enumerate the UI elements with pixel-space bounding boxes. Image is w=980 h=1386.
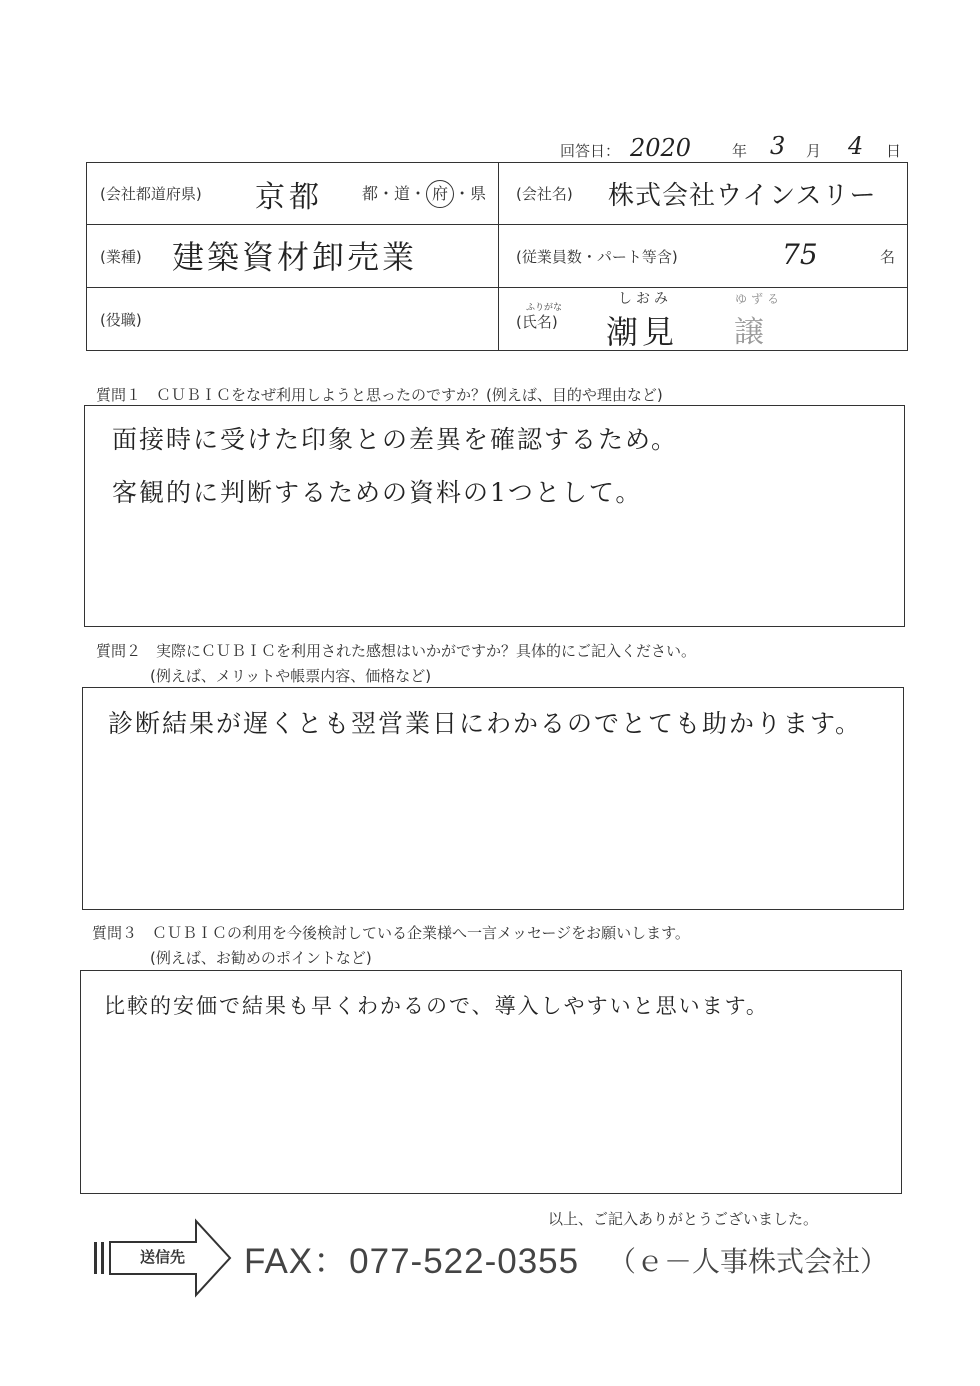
pref-option-to: 都	[362, 184, 379, 203]
date-label: 回答日：	[560, 142, 621, 160]
name-ruby-label: ふりがな	[526, 303, 563, 313]
employees-unit: 名	[880, 248, 896, 266]
question-2-label: 質問２ 実際にＣＵＢＩＣを利用された感想はいかがですか？具体的にご記入ください。	[96, 642, 697, 660]
fax-number: FAX：077-522-0355	[244, 1242, 580, 1281]
company-label: (会社名)	[516, 185, 573, 203]
prefecture-label: (会社都道府県)	[100, 185, 202, 203]
date-year-unit: 年	[732, 142, 748, 160]
date-year-value: 2020	[630, 134, 692, 162]
name-given-value: 譲	[734, 315, 764, 350]
pref-dot: ・	[454, 184, 471, 203]
question-3-label: 質問３ ＣＵＢＩＣの利用を今後検討している企業様へ一言メッセージをお願いします。	[92, 924, 690, 942]
question-2-sub: (例えば、メリットや帳票内容、価格など)	[150, 667, 432, 685]
company-value: 株式会社ウインスリー	[608, 181, 877, 211]
employees-label: (従業員数・パート等含)	[516, 248, 678, 266]
question-1-answer-line: 面接時に受けた印象との差異を確認するため。	[112, 425, 679, 454]
send-to-label: 送信先	[140, 1248, 186, 1266]
pref-dot: ・	[378, 184, 395, 203]
question-1-label: 質問１ ＣＵＢＩＣをなぜ利用しようと思ったのですか？(例えば、目的や理由など)	[96, 386, 663, 404]
info-table-divider	[498, 162, 499, 351]
thanks-text: 以上、ご記入ありがとうございました。	[548, 1210, 819, 1228]
prefecture-value: 京都	[255, 180, 323, 215]
industry-label: (業種)	[100, 248, 142, 266]
question-3-sub: (例えば、お勧めのポイントなど)	[150, 949, 372, 967]
date-day-value: 4	[848, 132, 864, 160]
industry-value: 建築資材卸売業	[172, 238, 418, 276]
name-furigana-given: ゆずる	[735, 292, 784, 306]
question-3-answer-line: 比較的安価で結果も早くわかるので、導入しやすいと思います。	[104, 994, 769, 1018]
date-day-unit: 日	[886, 142, 902, 160]
pref-option-ken: 県	[470, 184, 487, 203]
info-table-row-line	[86, 287, 908, 288]
pref-option-do: 道	[394, 184, 411, 203]
answer-date	[560, 132, 905, 164]
position-label: (役職)	[100, 311, 142, 329]
pref-dot: ・	[410, 184, 427, 203]
pref-option-fu-circled: 府	[426, 180, 454, 208]
date-month-unit: 月	[806, 142, 822, 160]
fax-company: （ｅ－人事株式会社）	[608, 1245, 889, 1278]
employees-value: 75	[782, 238, 818, 271]
name-label: (氏名)	[516, 313, 558, 331]
prefecture-suffix-options	[362, 180, 486, 208]
name-furigana-family: しおみ	[618, 291, 672, 307]
name-family-value: 潮見	[606, 313, 679, 351]
info-table-row-line	[86, 224, 908, 225]
date-month-value: 3	[770, 132, 786, 160]
question-2-answer-line: 診断結果が遅くとも翌営業日にわかるのでとても助かります。	[108, 709, 863, 738]
question-1-answer-line: 客観的に判断するための資料の1つとして。	[112, 478, 643, 507]
